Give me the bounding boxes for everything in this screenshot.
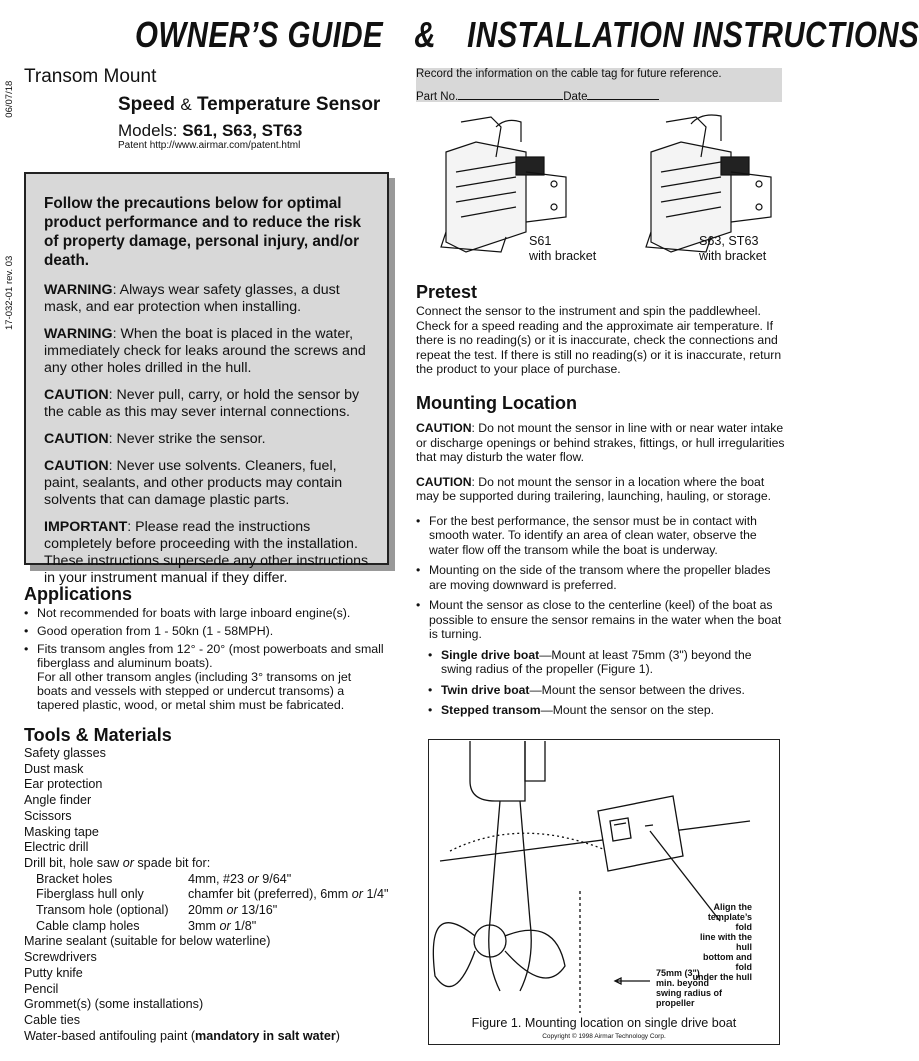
record-instruction: Record the information on the cable tag for future reference. (416, 68, 722, 80)
doc-number: 17-032-01 rev. 03 (4, 255, 15, 330)
side-doc-info (4, 0, 15, 330)
list-item: • Good operation from 1 - 50kn (1 - 58MPH). (24, 624, 384, 638)
figure-caption: Figure 1. Mounting location on single drive boat (471, 1016, 737, 1030)
caution-item: CAUTION: Do not mount the sensor in a location where the boat may be supported during trailering, launching, hauling, or storage. (416, 474, 772, 503)
patent-link[interactable]: Patent http://www.airmar.com/patent.html (118, 140, 301, 151)
list-item: • For the best performance, the sensor must be in contact with smooth water. To identify an area of clean water, observe the water flow off the transom while the boat is underway. (416, 514, 786, 558)
propeller-hub (474, 925, 506, 957)
list-item: Scissors (24, 808, 72, 823)
record-info-box (416, 68, 782, 102)
list-item: Cable ties (24, 1012, 81, 1027)
mounting-bullets (416, 514, 786, 642)
propeller-blade (433, 923, 475, 987)
doc-date: 06/07/18 (4, 80, 15, 118)
drill-row: Cable clamp holes 3mm or 1/8" (36, 918, 257, 933)
mount-type: Transom Mount (24, 66, 157, 87)
applications-heading: Applications (24, 584, 133, 604)
tools-list (24, 746, 394, 1044)
important-item: IMPORTANT: Please read the instructions completely before proceeding with the installation. These instructions supersede any other instructions in your instrument manual if they differ. (44, 519, 369, 586)
drive-shaft (489, 801, 532, 991)
list-item: Marine sealant (suitable for below waterline) (24, 934, 271, 949)
list-item: Angle finder (24, 793, 92, 808)
list-item: • Mount the sensor as close to the centerline (keel) of the boat as possible to ensure the sensor remains in the water when the boat is turning. (416, 598, 786, 642)
list-item: Screwdrivers (24, 950, 97, 965)
caution-item: CAUTION: Never use solvents. Cleaners, fuel, paint, sealants, and other products may contain solvents that can damage plastic parts. (44, 458, 343, 508)
list-item: Water-based antifouling paint (mandatory in salt water) (24, 1028, 340, 1043)
drill-row: Transom hole (optional) 20mm or 13/16" (36, 903, 278, 918)
caution-item: CAUTION: Do not mount the sensor in line with or near water intake or discharge openings or behind strakes, fittings, or hull irregularities that may disturb the water flow. (416, 421, 785, 464)
models-line: Models: S61, S63, ST63 (118, 121, 303, 140)
template-note: Align the template’s fold line with the hull bottom and fold under the hull (692, 902, 752, 982)
tools-heading: Tools & Materials (24, 725, 172, 745)
distance-arrow (615, 978, 650, 984)
list-item: Masking tape (24, 824, 99, 839)
precautions-heading: Follow the precautions below for optimal product performance and to reduce the risk of property damage, personal injury, and/or death. (44, 195, 362, 269)
s63-caption: S63, ST63 with bracket (699, 234, 767, 263)
warning-item: WARNING: Always wear safety glasses, a dust mask, and ear protection when installing. (44, 282, 340, 315)
part-number-field[interactable] (458, 88, 563, 100)
mounting-section (416, 421, 786, 724)
model-list: S61, S63, ST63 (182, 121, 303, 140)
drill-row: Bracket holes 4mm, #23 or 9/64" (36, 871, 292, 886)
list-item: • Single drive boat—Mount at least 75mm (3") beyond the swing radius of the propeller (Figure 1). (428, 648, 786, 677)
distance-note: 75mm (3") min. beyond swing radius of propeller (656, 968, 723, 1008)
list-item: • Stepped transom—Mount the sensor on the step. (428, 703, 786, 718)
list-item: Dust mask (24, 761, 84, 776)
boat-type-bullets (416, 648, 786, 718)
drill-row: Fiberglass hull only chamfer bit (preferred), 6mm or 1/4" (36, 887, 389, 902)
list-item: Drill bit, hole saw or spade bit for: (24, 855, 211, 870)
list-item: Putty knife (24, 965, 83, 980)
list-item: Ear protection (24, 777, 103, 792)
copyright: Copyright © 1998 Airmar Technology Corp. (542, 1033, 666, 1040)
s63-sensor-drawing (646, 115, 771, 252)
mounting-heading: Mounting Location (416, 393, 577, 413)
drive-housing (470, 741, 525, 801)
caution-item: CAUTION: Never pull, carry, or hold the sensor by the cable as this may sever internal connections. (44, 387, 360, 420)
list-item: Grommet(s) (some installations) (24, 997, 204, 1012)
s61-sensor-drawing (441, 117, 566, 252)
list-item: • Mounting on the side of the transom where the propeller blades are moving downward is preferred. (416, 563, 786, 592)
list-item: For all other transom angles (including 3° transoms on jet boats and vessels with stepped or undercut transoms) a tapered plastic, wood, or metal shim must be fabricated. (37, 670, 352, 712)
list-item: • Not recommended for boats with large inboard engine(s). (24, 606, 384, 620)
product-name: Speed & Temperature Sensor (118, 94, 381, 115)
s61-caption: S61 with bracket (529, 234, 597, 263)
date-field[interactable] (587, 88, 659, 100)
precautions-box (24, 172, 389, 586)
list-item: • Fits transom angles from 12° - 20° (most powerboats and small fiberglass and aluminum boats). (24, 642, 384, 670)
pretest-text: Connect the sensor to the instrument and spin the paddlewheel. Check for a speed reading and the approximate air temperature. If there is no reading(s) or it is inaccurate, check the connections and repeat the test. If there is still no reading(s) or it is inaccurate, return the product to your place of purchase. (416, 304, 782, 376)
hull-line (440, 821, 750, 861)
warning-item: WARNING: When the boat is placed in the water, immediately check for leaks around the screws and any other holes drilled in the hull. (44, 326, 366, 376)
document-title: OWNER’S GUIDE & INSTALLATION INSTRUCTIONS (135, 14, 919, 55)
caution-item: CAUTION: Never strike the sensor. (44, 431, 266, 447)
list-item: Pencil (24, 981, 59, 996)
applications-list (24, 606, 384, 716)
list-item: Electric drill (24, 840, 89, 855)
list-item: • Twin drive boat—Mount the sensor between the drives. (428, 683, 786, 698)
record-fields: Part No. Date (416, 88, 659, 103)
mounting-template (598, 796, 683, 871)
list-item: Safety glasses (24, 746, 106, 760)
pretest-heading: Pretest (416, 282, 478, 302)
propeller-blade (505, 930, 565, 978)
